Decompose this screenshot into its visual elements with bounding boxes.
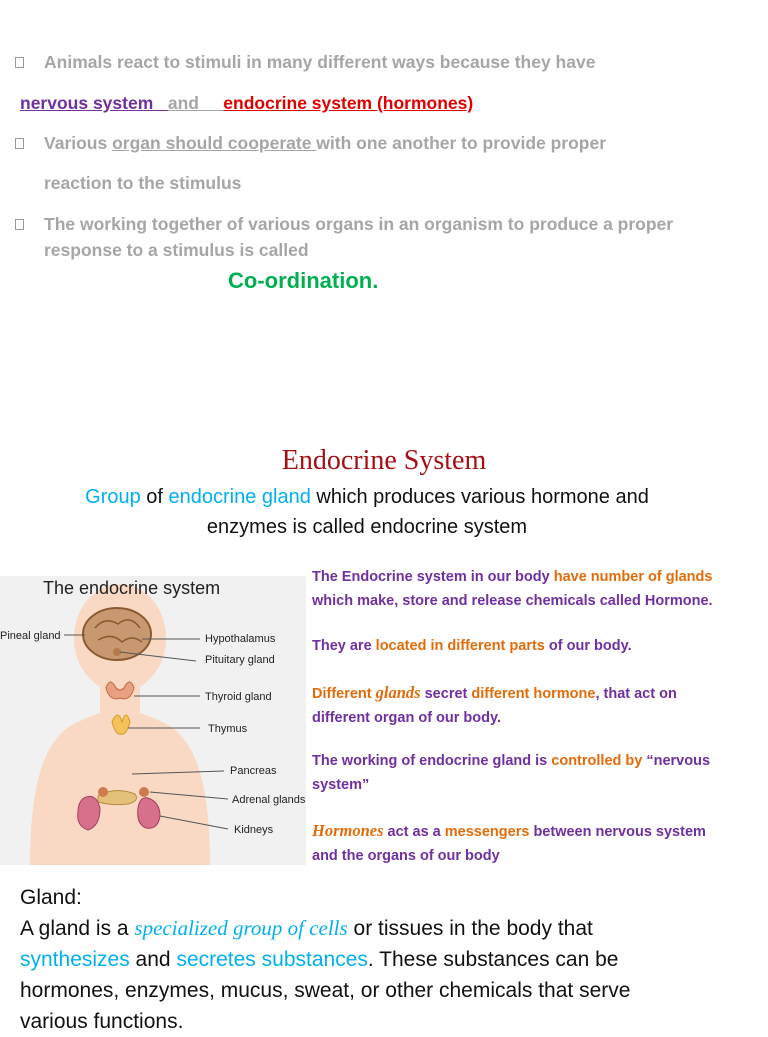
and-text: and	[167, 93, 199, 113]
label-thymus: Thymus	[208, 723, 248, 735]
intro-line-5: The working together of various organs in an organism to produce a proper	[44, 214, 674, 234]
label-pituitary: Pituitary gland	[205, 654, 275, 666]
gland-section: Gland: A gland is a specialized group of cells or tissues in the body that synthesizes and secretes substances. These substances can be hormones, enzymes, mucus, sweat, or other chemicals that serve various functions.	[20, 882, 768, 1037]
intro-line-2	[20, 92, 473, 114]
bullet-icon	[15, 219, 24, 230]
label-kidneys: Kidneys	[234, 824, 274, 836]
side-para-2: They are located in different parts of our body.	[312, 638, 632, 654]
label-adrenal: Adrenal glands	[232, 794, 306, 806]
endocrine-system-link: endocrine system (hormones)	[223, 93, 474, 113]
body-diagram-svg	[0, 576, 306, 865]
side-para-5: Hormones act as a messengers between nervous system and the organs of our body	[312, 821, 706, 864]
endocrine-title: Endocrine System	[281, 445, 487, 476]
side-para-3: Different glands secret different hormone, that act on different organ of our body.	[312, 683, 677, 726]
intro-line-6: response to a stimulus is called	[44, 240, 309, 260]
label-hypothalamus: Hypothalamus	[205, 633, 276, 645]
diagram-title: The endocrine system	[43, 578, 221, 598]
coordination-term: Co-ordination.	[228, 268, 379, 293]
bullet-icon	[15, 138, 24, 149]
nervous-system-link: nervous system	[20, 93, 154, 113]
endocrine-diagram	[0, 576, 306, 865]
endocrine-definition: Group of endocrine gland which produces various hormone and enzymes is called endocrine system	[85, 486, 649, 538]
intro-line-4: reaction to the stimulus	[44, 173, 242, 193]
label-thyroid: Thyroid gland	[205, 691, 272, 703]
side-para-1: The Endocrine system in our body have number of glands which make, store and release chemicals called Hormone.	[312, 569, 713, 609]
side-para-4: The working of endocrine gland is controlled by “nervous system”	[312, 753, 711, 793]
intro-line-1: Animals react to stimuli in many different ways because they have	[44, 52, 596, 72]
gland-heading: Gland:	[20, 886, 82, 909]
bullet-icon	[15, 57, 24, 68]
label-pineal: Pineal gland	[0, 630, 61, 642]
label-pancreas: Pancreas	[230, 765, 277, 777]
intro-line-3: Various organ should cooperate with one another to provide proper	[44, 133, 607, 153]
